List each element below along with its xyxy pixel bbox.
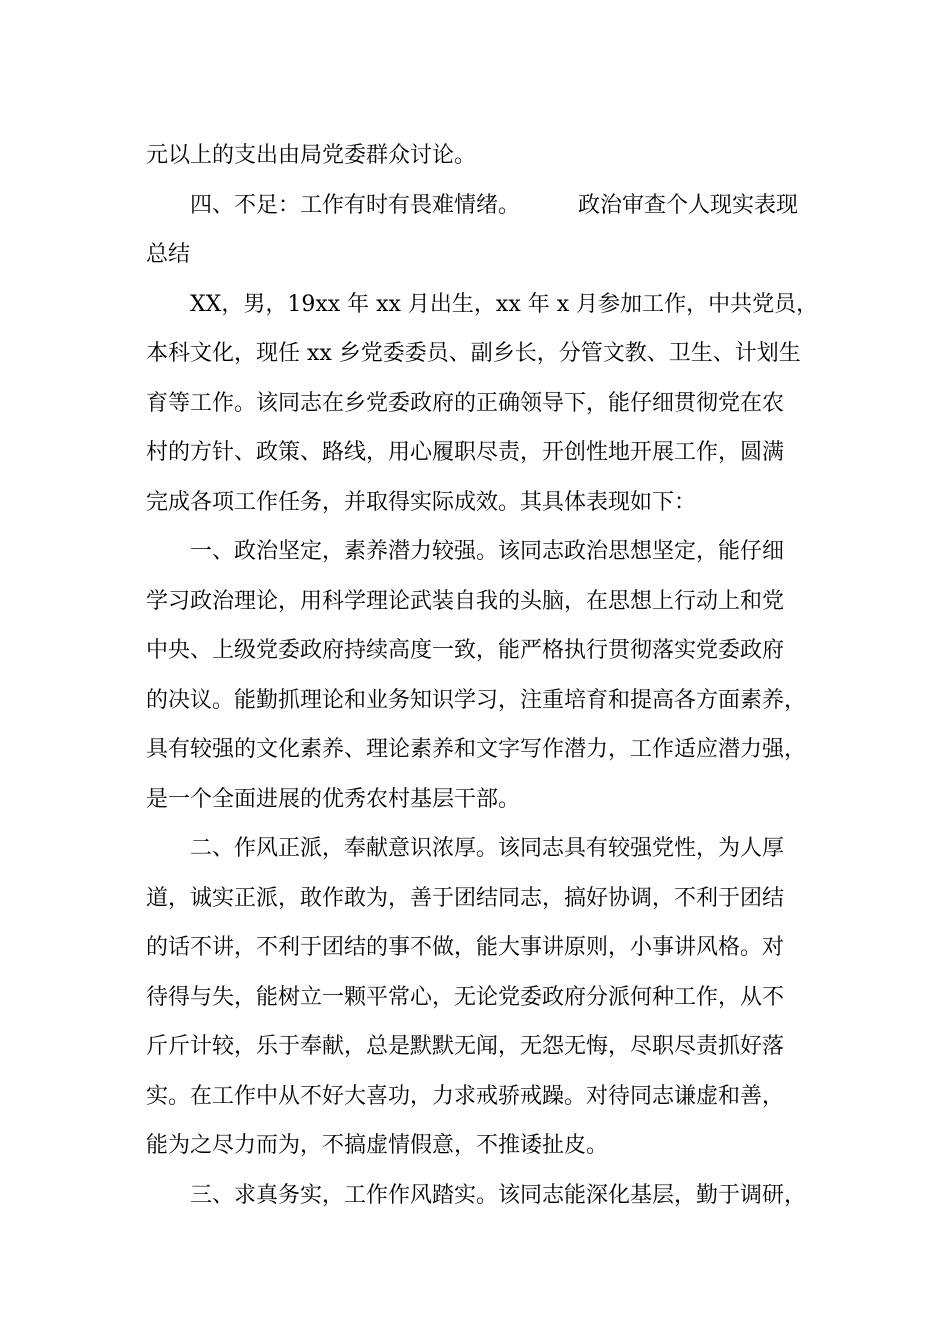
text-line: 实。在工作中从不好大喜功，力求戒骄戒躁。对待同志谦虚和善， [146, 1083, 785, 1109]
text-line: 本科文化，现任 xx 乡党委委员、副乡长，分管文教、卫生、计划生 [146, 341, 801, 366]
text-line: 能为之尽力而为，不搞虚情假意，不推诿扯皮。 [146, 1133, 609, 1158]
text-line: 具有较强的文化素养、理论素养和文字写作潜力，工作适应潜力强， [146, 737, 807, 762]
text-line [146, 181, 822, 231]
text-line: 二、作风正派，奉献意识浓厚。该同志具有较强党性，为人厚 [190, 836, 785, 861]
text-line: 道，诚实正派，敢作敢为，善于团结同志，搞好协调，不利于团结 [146, 885, 785, 911]
document-title: 政治审查个人现实表现 [578, 192, 799, 218]
document-title-continued: 总结 [146, 242, 191, 267]
text-line: 完成各项工作任务，并取得实际成效。其具体表现如下： [146, 489, 697, 515]
text-line: 中央、上级党委政府持续高度一致，能严格执行贯彻落实党委政府 [146, 638, 785, 663]
text-line: 斤斤计较，乐于奉献，总是默默无闻，无怨无悔，尽职尽责抓好落 [146, 1034, 785, 1059]
text-line: 是一个全面进展的优秀农村基层干部。 [146, 786, 521, 812]
text-line: 的话不讲，不利于团结的事不做，能大事讲原则，小事讲风格。对 [146, 935, 785, 960]
text-line: 的决议。能勤抓理论和业务知识学习，注重培育和提高各方面素养， [146, 687, 807, 713]
text-line: 村的方针、政策、路线，用心履职尽责，开创性地开展工作，圆满 [146, 440, 785, 465]
text-line: XX，男，19xx 年 xx 月出生，xx 年 x 月参加工作，中共党员， [190, 291, 819, 317]
text-line: 待得与失，能树立一颗平常心，无论党委政府分派何种工作，从不 [146, 984, 785, 1010]
text-line: 一、政治坚定，素养潜力较强。该同志政治思想坚定，能仔细 [190, 539, 785, 564]
text-line: 学习政治理论，用科学理论武装自我的头脑，在思想上行动上和党 [146, 588, 785, 614]
section-four-heading: 四、不足：工作有时有畏难情绪。 [190, 192, 521, 218]
text-line: 育等工作。该同志在乡党委政府的正确领导下，能仔细贯彻党在农 [146, 390, 785, 416]
text-line: 三、求真务实，工作作风踏实。该同志能深化基层，勤于调研， [190, 1182, 807, 1208]
text-line: 元以上的支出由局党委群众讨论。 [146, 143, 477, 168]
document-body [146, 131, 822, 1220]
